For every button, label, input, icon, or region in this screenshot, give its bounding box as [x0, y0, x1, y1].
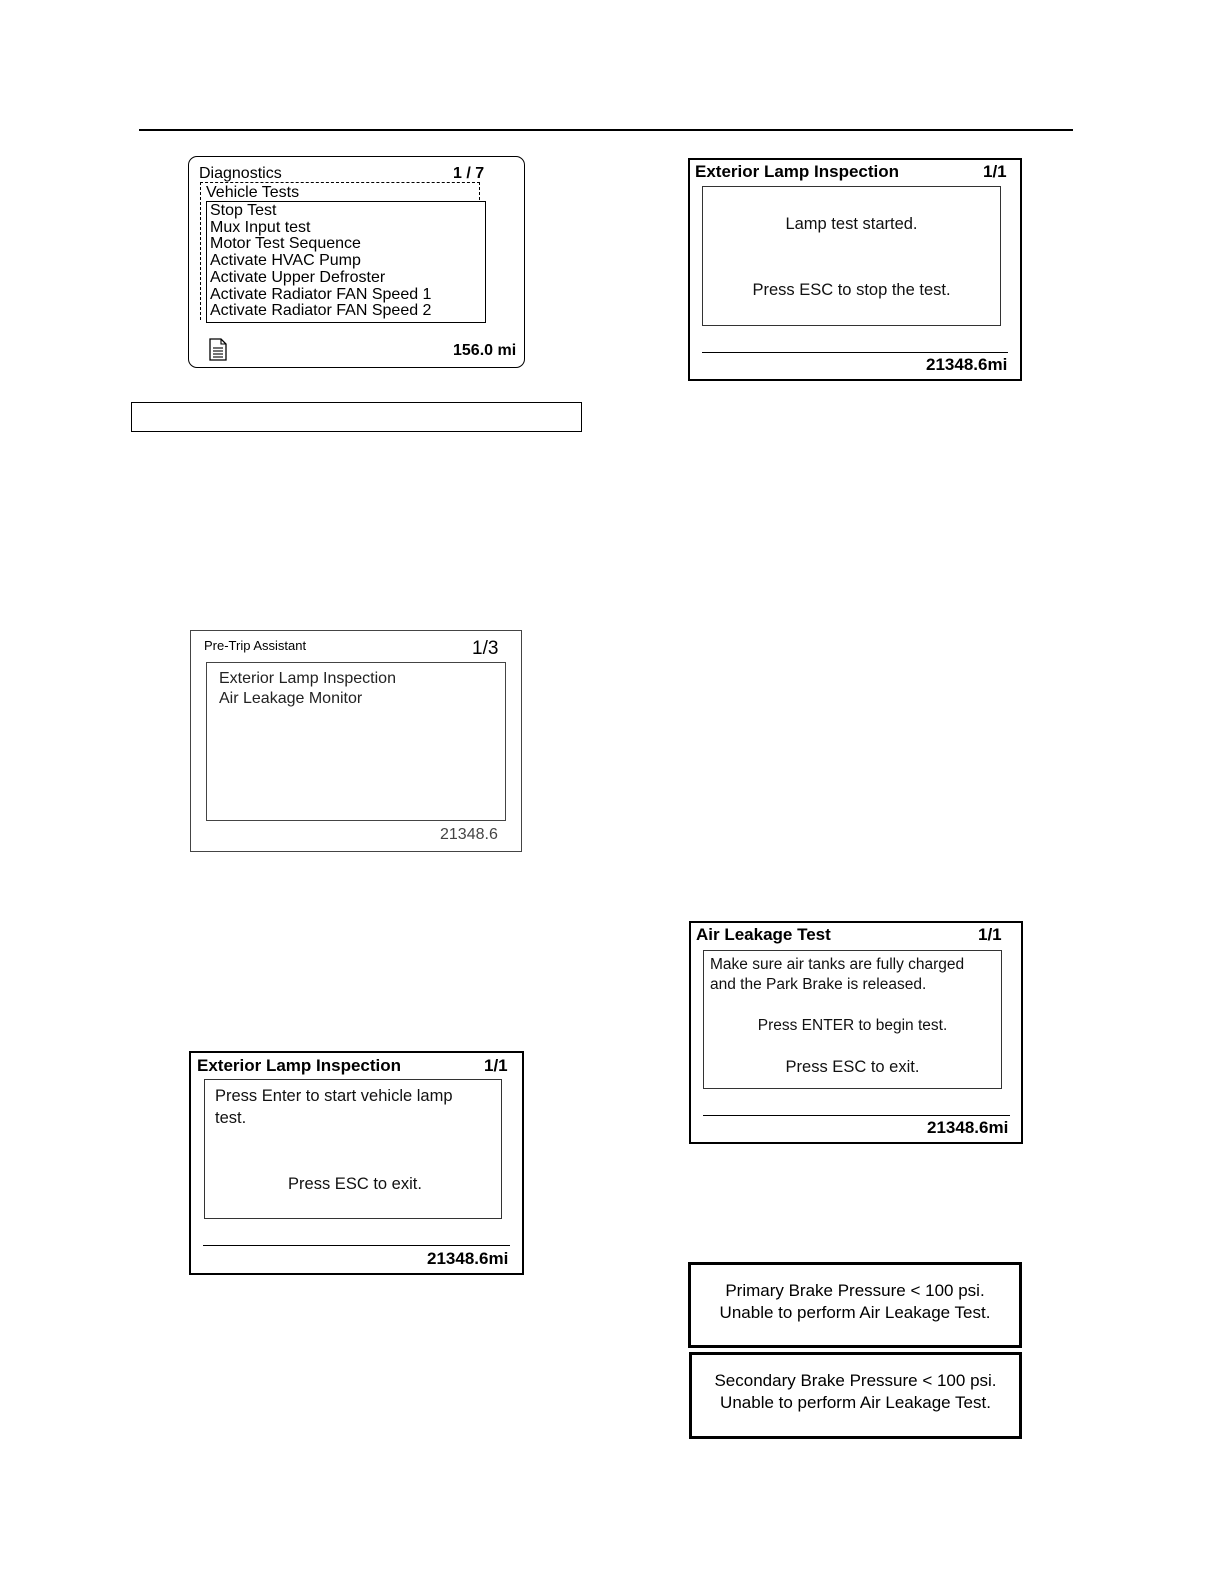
- menu-item-activate-upper-defroster[interactable]: Activate Upper Defroster: [210, 268, 386, 286]
- primary-brake-warning-line-2: Unable to perform Air Leakage Test.: [719, 1303, 991, 1322]
- lamp-start-odometer: 21348.6mi: [427, 1249, 509, 1268]
- menu-item-air-leakage-monitor[interactable]: Air Leakage Monitor: [219, 690, 363, 707]
- air-leakage-title: Air Leakage Test: [696, 925, 831, 944]
- lamp-running-divider: [702, 352, 1008, 353]
- lamp-start-divider: [203, 1245, 510, 1246]
- air-leakage-odometer: 21348.6mi: [927, 1118, 1009, 1137]
- lamp-start-line-1: Press Enter to start vehicle lamp: [215, 1087, 453, 1105]
- lamp-running-odometer: 21348.6mi: [926, 355, 1008, 374]
- menu-item-mux-input-test[interactable]: Mux Input test: [210, 218, 311, 236]
- secondary-brake-warning-line-1: Secondary Brake Pressure < 100 psi.: [714, 1371, 997, 1390]
- primary-brake-warning-line-1: Primary Brake Pressure < 100 psi.: [725, 1281, 985, 1300]
- air-leakage-line-2: and the Park Brake is released.: [710, 976, 927, 993]
- diagnostics-page-count: 1 / 7: [453, 165, 485, 182]
- menu-item-exterior-lamp-inspection[interactable]: Exterior Lamp Inspection: [219, 670, 396, 687]
- lamp-start-title: Exterior Lamp Inspection: [197, 1056, 402, 1075]
- document-icon: [209, 338, 227, 361]
- pretrip-menu: [206, 662, 506, 821]
- menu-item-activate-hvac-pump[interactable]: Activate HVAC Pump: [210, 252, 361, 270]
- secondary-brake-warning: [689, 1352, 1022, 1439]
- lamp-running-line-1: Lamp test started.: [785, 215, 918, 233]
- diagnostics-odometer: 156.0 mi: [453, 342, 517, 359]
- lamp-running-title: Exterior Lamp Inspection: [695, 162, 900, 181]
- vehicle-tests-menu: [206, 201, 486, 323]
- menu-item-radiator-fan-speed-1[interactable]: Activate Radiator FAN Speed 1: [210, 285, 432, 303]
- air-leakage-line-1: Make sure air tanks are fully charged: [710, 956, 965, 973]
- lamp-start-page-count: 1/1: [484, 1056, 508, 1075]
- lamp-start-esc-hint: Press ESC to exit.: [288, 1175, 422, 1193]
- lamp-start-line-2: test.: [215, 1109, 247, 1127]
- pretrip-page-count: 1/3: [472, 638, 499, 659]
- air-leakage-enter-hint: Press ENTER to begin test.: [757, 1017, 948, 1034]
- figure-caption-box: [131, 402, 582, 432]
- menu-item-radiator-fan-speed-2[interactable]: Activate Radiator FAN Speed 2: [210, 302, 432, 320]
- lamp-running-page-count: 1/1: [983, 162, 1007, 181]
- air-leakage-esc-hint: Press ESC to exit.: [785, 1058, 920, 1076]
- page-top-rule: [139, 129, 1073, 131]
- secondary-brake-warning-line-2: Unable to perform Air Leakage Test.: [720, 1393, 991, 1412]
- menu-item-stop-test[interactable]: Stop Test: [210, 202, 277, 219]
- air-leakage-divider: [703, 1115, 1010, 1116]
- pretrip-title: Pre-Trip Assistant: [204, 638, 307, 653]
- air-leakage-page-count: 1/1: [978, 925, 1002, 944]
- diagnostics-title: Diagnostics: [199, 165, 282, 182]
- primary-brake-warning: [688, 1262, 1022, 1348]
- vehicle-tests-label[interactable]: Vehicle Tests: [206, 184, 300, 201]
- lamp-running-message-box: [702, 186, 1001, 326]
- menu-item-motor-test-sequence[interactable]: Motor Test Sequence: [210, 235, 361, 253]
- lamp-running-esc-hint: Press ESC to stop the test.: [752, 281, 951, 299]
- pretrip-odometer: 21348.6: [440, 826, 498, 843]
